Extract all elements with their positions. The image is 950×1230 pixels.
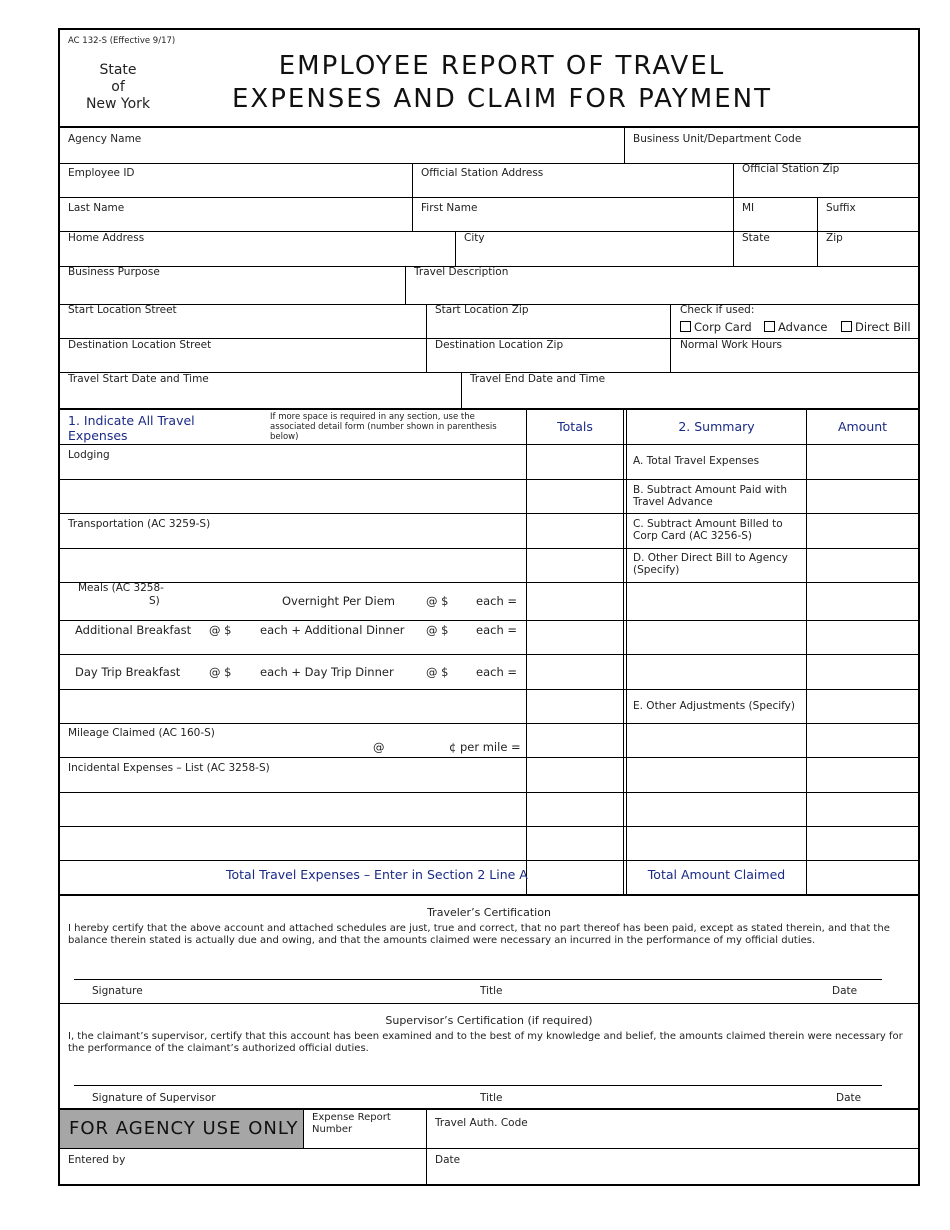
divider bbox=[626, 410, 627, 894]
signature-label: Signature bbox=[92, 985, 143, 997]
divider bbox=[405, 266, 406, 304]
traveler-cert-text: I hereby certify that the above account and attached schedules are just, true and correct, that no part thereof has been paid, except as stated therein, and that the balance therein stated is actually due and owing, and that the amounts claimed were necessary an incurred in the performance of my official duties. bbox=[68, 923, 890, 946]
divider bbox=[806, 410, 807, 894]
totals-header: Totals bbox=[557, 419, 593, 434]
travel-auth-code-field[interactable]: Travel Auth. Code bbox=[435, 1117, 528, 1129]
checkbox-icon bbox=[764, 321, 775, 332]
mileage-label: Mileage Claimed (AC 160-S) bbox=[68, 727, 215, 739]
divider bbox=[60, 757, 918, 758]
divider bbox=[60, 620, 918, 621]
divider bbox=[60, 826, 918, 827]
supervisor-cert-text: I, the claimant’s supervisor, certify that this account has been examined and to the best of my knowledge and belief, the amounts claimed therein were necessary for the performance of the claimant’s authorized official duties. bbox=[68, 1031, 903, 1054]
supervisor-date-label: Date bbox=[836, 1092, 862, 1104]
divider bbox=[455, 231, 456, 266]
check-if-used-label: Check if used: bbox=[680, 304, 755, 316]
lodging-label: Lodging bbox=[68, 449, 110, 461]
agency-date-field[interactable]: Date bbox=[435, 1154, 461, 1166]
business-unit-field[interactable]: Business Unit/Department Code bbox=[633, 133, 802, 145]
suffix-field[interactable]: Suffix bbox=[826, 202, 856, 214]
summary-e: E. Other Adjustments (Specify) bbox=[633, 700, 795, 712]
total-amount-claimed-label: Total Amount Claimed bbox=[647, 867, 786, 882]
employee-id-field[interactable]: Employee ID bbox=[68, 167, 135, 179]
mileage-at: @ bbox=[373, 740, 385, 754]
divider bbox=[60, 723, 918, 724]
zip-field[interactable]: Zip bbox=[826, 232, 843, 244]
summary-c: C. Subtract Amount Billed to Corp Card (AC 3256-S) bbox=[633, 518, 783, 542]
advance-label: Advance bbox=[778, 320, 828, 334]
travel-description-field[interactable]: Travel Description bbox=[414, 266, 509, 278]
meals-label: Meals (AC 3258- bbox=[78, 582, 164, 594]
incidental-label: Incidental Expenses – List (AC 3258-S) bbox=[68, 762, 270, 774]
at-dollar: @ $ bbox=[209, 623, 232, 637]
destination-zip-field[interactable]: Destination Location Zip bbox=[435, 339, 564, 351]
amount-header: Amount bbox=[837, 419, 888, 434]
at-dollar: @ $ bbox=[426, 623, 449, 637]
traveler-signature-line[interactable] bbox=[74, 979, 882, 980]
divider bbox=[624, 127, 625, 163]
corp-card-label: Corp Card bbox=[694, 320, 752, 334]
divider bbox=[60, 479, 918, 480]
summary-a: A. Total Travel Expenses bbox=[633, 455, 760, 467]
additional-breakfast-label: Additional Breakfast bbox=[75, 623, 192, 637]
divider bbox=[426, 1110, 427, 1184]
title-label: Title bbox=[480, 985, 503, 997]
overnight-per-diem-label: Overnight Per Diem bbox=[282, 594, 396, 608]
expense-report-number-field[interactable]: Expense Report Number bbox=[312, 1112, 391, 1135]
travel-end-field[interactable]: Travel End Date and Time bbox=[470, 373, 606, 385]
state-line-3: New York bbox=[85, 96, 151, 112]
divider bbox=[60, 231, 918, 232]
each-equals: each = bbox=[476, 665, 518, 679]
divider bbox=[60, 444, 918, 445]
divider bbox=[670, 304, 671, 372]
each-equals: each = bbox=[476, 594, 518, 608]
day-trip-dinner-label: each + Day Trip Dinner bbox=[260, 665, 394, 679]
direct-bill-checkbox[interactable] bbox=[841, 321, 911, 333]
summary-d: D. Other Direct Bill to Agency (Specify) bbox=[633, 552, 788, 576]
at-dollar: @ $ bbox=[426, 594, 449, 608]
divider bbox=[60, 1148, 918, 1149]
for-agency-use-only-banner: FOR AGENCY USE ONLY bbox=[60, 1110, 303, 1148]
entered-by-field[interactable]: Entered by bbox=[68, 1154, 126, 1166]
checkbox-icon bbox=[680, 321, 691, 332]
divider bbox=[60, 197, 918, 198]
start-location-zip-field[interactable]: Start Location Zip bbox=[435, 304, 529, 316]
direct-bill-label: Direct Bill bbox=[855, 320, 911, 334]
official-station-address-field[interactable]: Official Station Address bbox=[421, 167, 544, 179]
divider bbox=[303, 1110, 304, 1148]
advance-checkbox[interactable] bbox=[764, 321, 828, 333]
divider bbox=[461, 372, 462, 408]
transportation-label: Transportation (AC 3259-S) bbox=[68, 518, 211, 530]
section-divider bbox=[58, 894, 920, 896]
day-trip-breakfast-label: Day Trip Breakfast bbox=[75, 665, 181, 679]
city-field[interactable]: City bbox=[464, 232, 485, 244]
divider bbox=[60, 582, 918, 583]
supervisor-signature-label: Signature of Supervisor bbox=[92, 1092, 216, 1104]
last-name-field[interactable]: Last Name bbox=[68, 202, 125, 214]
at-dollar: @ $ bbox=[209, 665, 232, 679]
checkbox-icon bbox=[841, 321, 852, 332]
section-1-heading: 1. Indicate All Travel Expenses bbox=[68, 413, 195, 443]
page-title-line-1: EMPLOYEE REPORT OF TRAVEL bbox=[278, 51, 726, 81]
mi-field[interactable]: MI bbox=[742, 202, 755, 214]
state-line-1: State bbox=[99, 62, 137, 78]
divider bbox=[60, 548, 918, 549]
divider bbox=[60, 689, 918, 690]
supervisor-title-label: Title bbox=[480, 1092, 503, 1104]
normal-work-hours-field[interactable]: Normal Work Hours bbox=[680, 339, 783, 351]
agency-name-field[interactable]: Agency Name bbox=[68, 133, 142, 145]
business-purpose-field[interactable]: Business Purpose bbox=[68, 266, 160, 278]
section-1-note: If more space is required in any section, use the associated detail form (number shown in parenthesis below) bbox=[270, 412, 497, 442]
divider bbox=[412, 163, 413, 231]
form-code: AC 132-S (Effective 9/17) bbox=[68, 36, 176, 46]
state-field[interactable]: State bbox=[742, 232, 770, 244]
supervisor-signature-line[interactable] bbox=[74, 1085, 882, 1086]
divider bbox=[526, 410, 527, 894]
divider bbox=[426, 304, 427, 372]
travel-start-field[interactable]: Travel Start Date and Time bbox=[68, 373, 209, 385]
cents-per-mile: ¢ per mile = bbox=[449, 740, 521, 754]
summary-b: B. Subtract Amount Paid with Travel Advance bbox=[633, 484, 788, 508]
divider bbox=[623, 410, 624, 894]
supervisor-cert-heading: Supervisor’s Certification (if required) bbox=[385, 1014, 593, 1027]
first-name-field[interactable]: First Name bbox=[421, 202, 478, 214]
total-travel-expenses-label: Total Travel Expenses – Enter in Section 2 Line A bbox=[226, 867, 528, 882]
header-divider bbox=[58, 126, 920, 128]
home-address-field[interactable]: Home Address bbox=[68, 232, 145, 244]
page-title-line-2: EXPENSES AND CLAIM FOR PAYMENT bbox=[231, 84, 772, 114]
date-label: Date bbox=[832, 985, 858, 997]
divider bbox=[60, 1003, 918, 1004]
state-line-2: of bbox=[111, 79, 125, 95]
official-station-zip-field[interactable]: Official Station Zip bbox=[742, 163, 840, 175]
divider bbox=[733, 163, 734, 266]
section-divider bbox=[58, 408, 920, 410]
divider bbox=[60, 792, 918, 793]
state-of-new-york bbox=[68, 62, 168, 113]
at-dollar: @ $ bbox=[426, 665, 449, 679]
each-equals: each = bbox=[476, 623, 518, 637]
divider bbox=[60, 513, 918, 514]
divider bbox=[60, 654, 918, 655]
destination-street-field[interactable]: Destination Location Street bbox=[68, 339, 212, 351]
traveler-cert-heading: Traveler’s Certification bbox=[427, 906, 551, 919]
additional-dinner-label: each + Additional Dinner bbox=[260, 623, 405, 637]
meals-label-cont: S) bbox=[149, 595, 160, 607]
divider bbox=[817, 197, 818, 266]
summary-header: 2. Summary bbox=[678, 419, 755, 434]
corp-card-checkbox[interactable] bbox=[680, 321, 752, 333]
divider bbox=[60, 860, 918, 861]
start-location-street-field[interactable]: Start Location Street bbox=[68, 304, 177, 316]
